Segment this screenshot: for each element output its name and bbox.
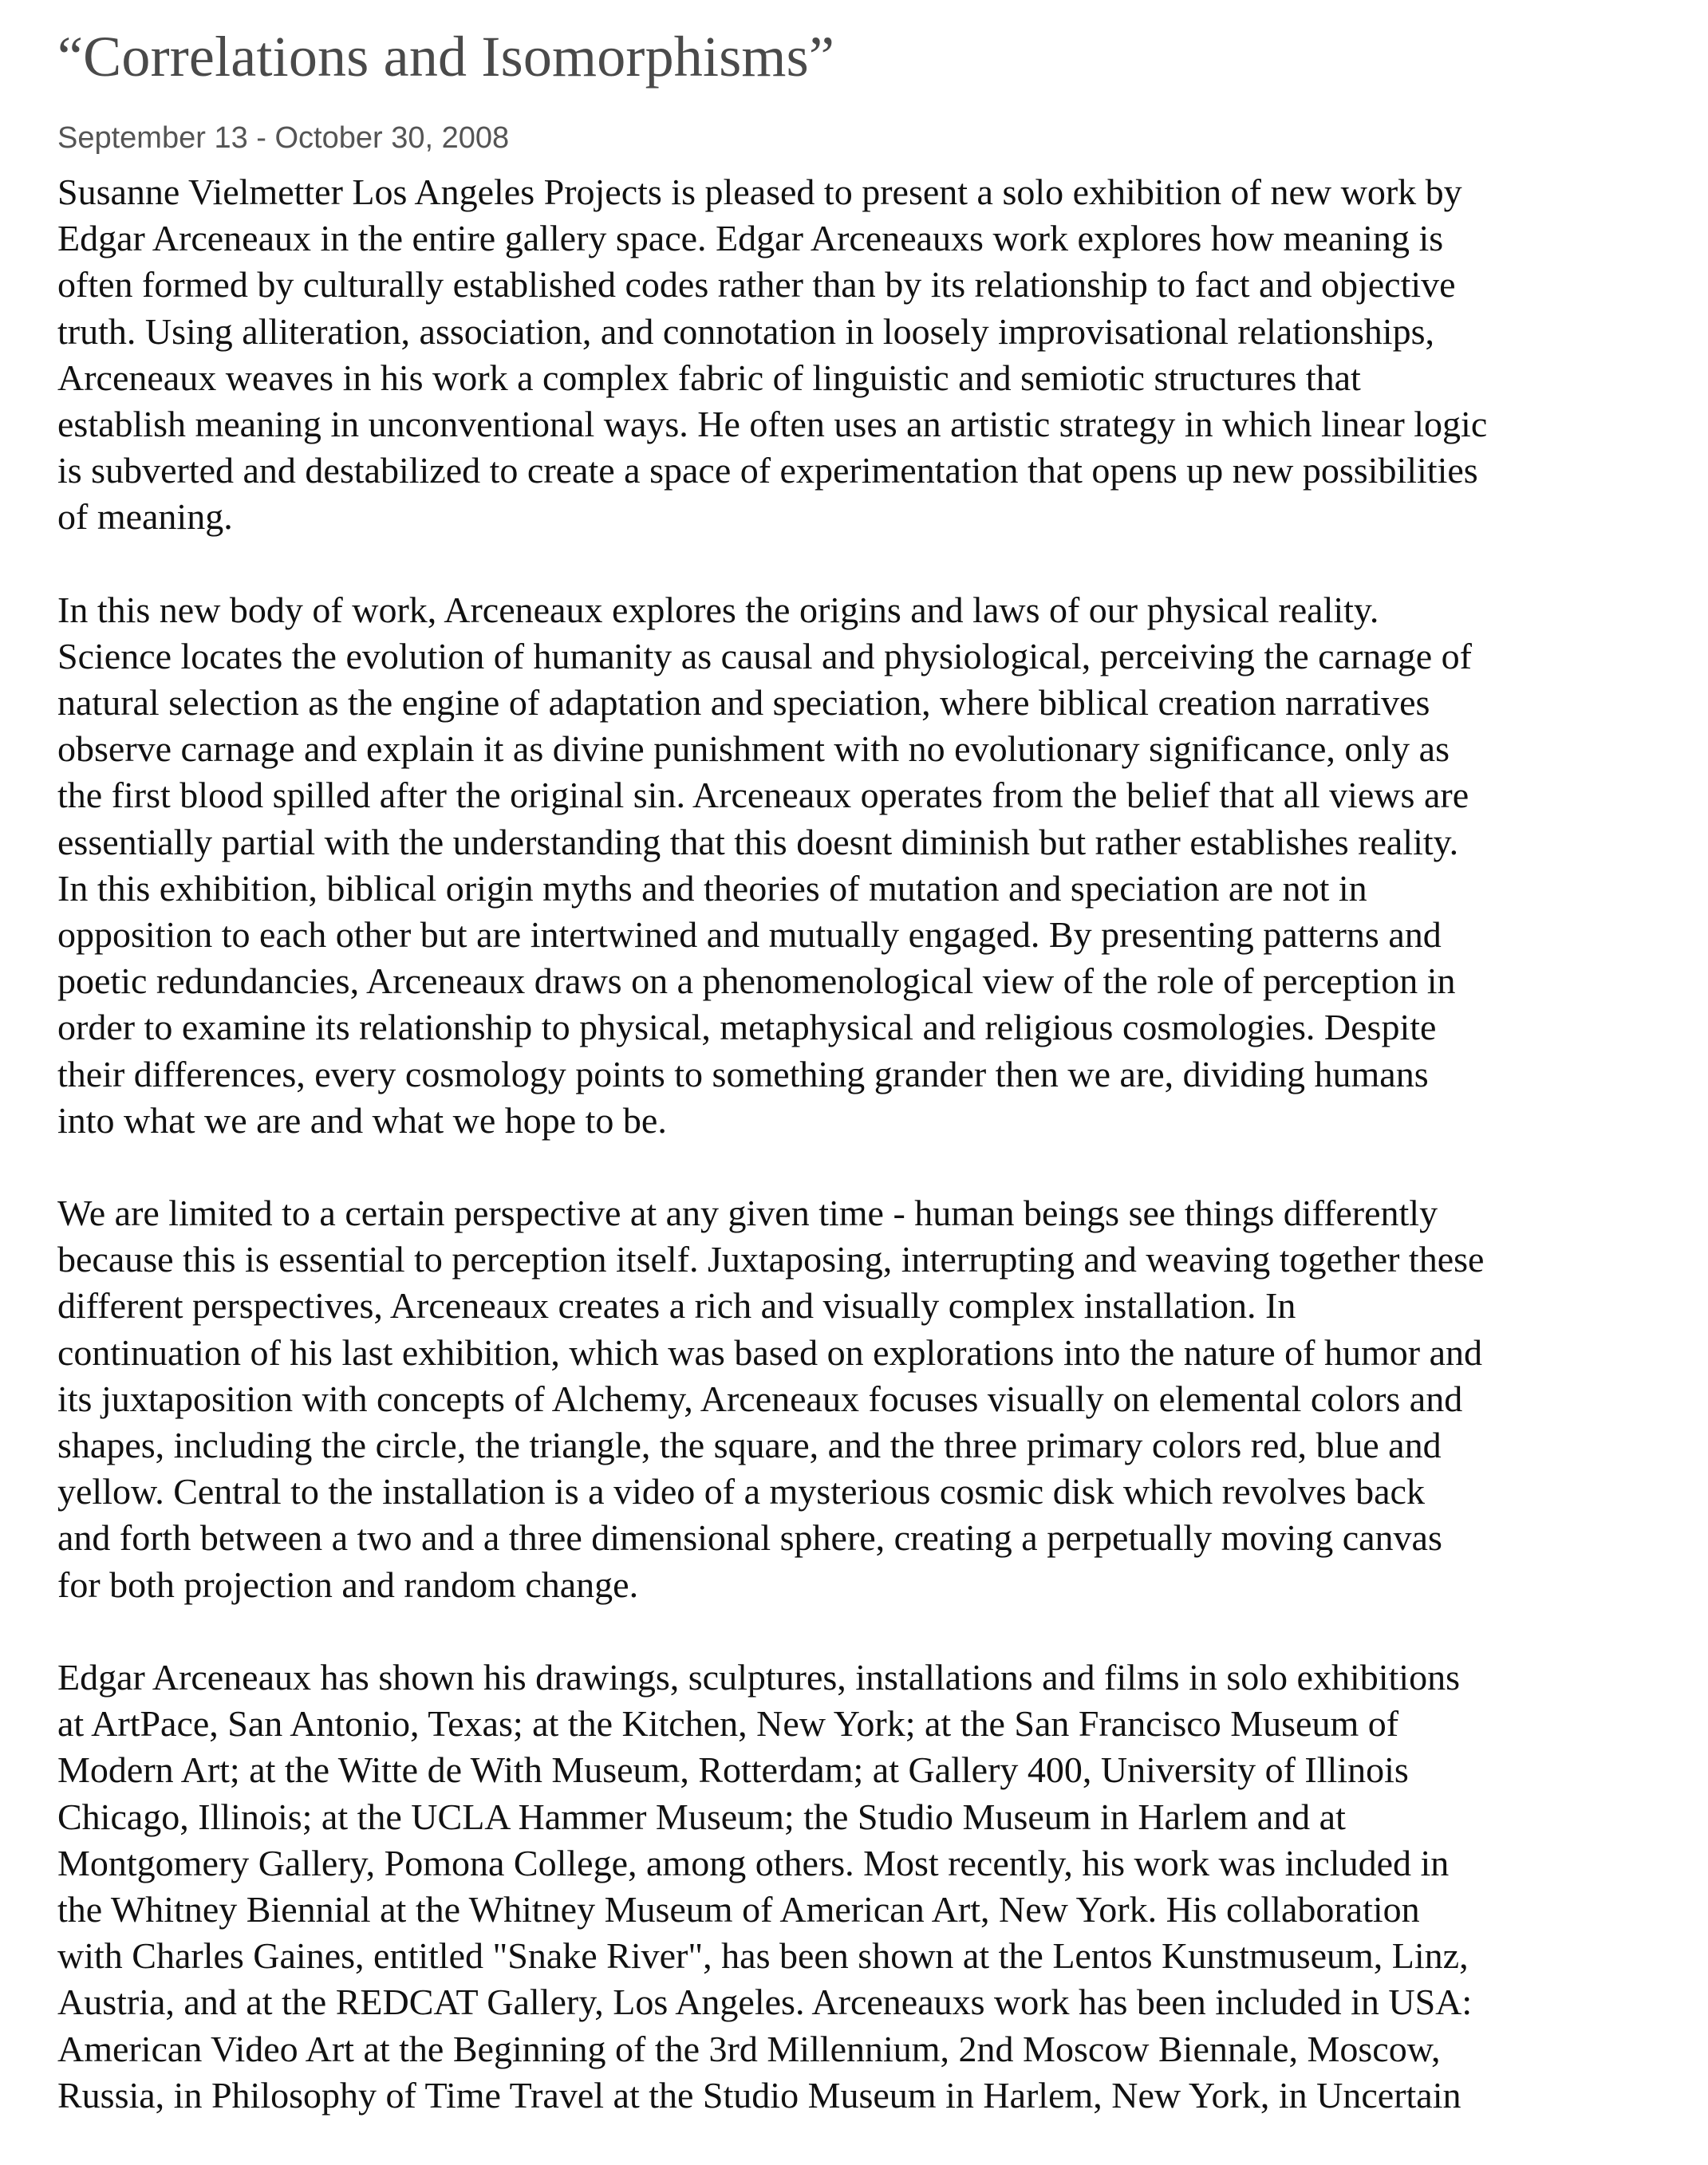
text-line: American Video Art at the Beginning of the 3rd Millennium, 2nd Moscow Biennale, Moscow, (57, 2028, 1441, 2069)
text-line: In this exhibition, biblical origin myths and theories of mutation and speciation are not in (57, 867, 1367, 909)
text-line: Susanne Vielmetter Los Angeles Projects is pleased to present a solo exhibition of new work by (57, 172, 1462, 212)
text-line: the Whitney Biennial at the Whitney Museum of American Art, New York. His collaboration (57, 1888, 1420, 1930)
text-line: establish meaning in unconventional ways. He often uses an artistic strategy in which linear logic (57, 404, 1488, 445)
text-line: observe carnage and explain it as divine punishment with no evolutionary significance, only as (57, 728, 1450, 770)
text-line: We are limited to a certain perspective at any given time - human beings see things differently (57, 1193, 1438, 1234)
text-line: Montgomery Gallery, Pomona College, among others. Most recently, his work was included in (57, 1842, 1450, 1883)
body-text (57, 169, 1661, 2119)
text-line: Austria, and at the REDCAT Gallery, Los Angeles. Arceneauxs work has been included in USA: (57, 1982, 1473, 2023)
text-line: truth. Using alliteration, association, and connotation in loosely improvisational relationships, (57, 310, 1434, 352)
text-line: yellow. Central to the installation is a video of a mysterious cosmic disk which revolves back (57, 1471, 1425, 1512)
press-release (57, 0, 1661, 2165)
paragraph-perspective (57, 1190, 1661, 1608)
paragraph-origins (57, 587, 1661, 1144)
text-line: at ArtPace, San Antonio, Texas; at the Kitchen, New York; at the San Francisco Museum of (57, 1703, 1399, 1745)
exhibition-dates: September 13 - October 30, 2008 (57, 121, 510, 155)
text-line: order to examine its relationship to physical, metaphysical and religious cosmologies. Despite (57, 1007, 1437, 1048)
text-line: into what we are and what we hope to be. (57, 1099, 667, 1141)
text-line: their differences, every cosmology points to something grander then we are, dividing humans (57, 1053, 1429, 1094)
text-line: its juxtaposition with concepts of Alchemy, Arceneaux focuses visually on elemental colors and (57, 1378, 1463, 1419)
text-line: opposition to each other but are intertwined and mutually engaged. By presenting patterns and (57, 914, 1442, 956)
text-line: and forth between a two and a three dimensional sphere, creating a perpetually moving canvas (57, 1517, 1442, 1559)
text-line: In this new body of work, Arceneaux explores the origins and laws of our physical reality. (57, 589, 1379, 630)
page-title: “Correlations and Isomorphisms” (57, 25, 835, 89)
text-line: Russia, in Philosophy of Time Travel at the Studio Museum in Harlem, New York, in Uncertain (57, 2074, 1461, 2116)
paragraph-intro (57, 169, 1661, 541)
text-line: different perspectives, Arceneaux creates a rich and visually complex installation. In (57, 1285, 1296, 1327)
text-line: for both projection and random change. (57, 1564, 639, 1605)
paragraph-biography (57, 1654, 1661, 2119)
text-line: the first blood spilled after the original sin. Arceneaux operates from the belief that all views are (57, 775, 1469, 816)
text-line: Edgar Arceneaux in the entire gallery space. Edgar Arceneauxs work explores how meaning is (57, 218, 1444, 259)
text-line: often formed by culturally established codes rather than by its relationship to fact and objective (57, 264, 1456, 306)
text-line: Chicago, Illinois; at the UCLA Hammer Museum; the Studio Museum in Harlem and at (57, 1796, 1346, 1837)
text-line: Arceneaux weaves in his work a complex fabric of linguistic and semiotic structures that (57, 357, 1361, 398)
text-line: natural selection as the engine of adaptation and speciation, where biblical creation narratives (57, 682, 1430, 724)
text-line: is subverted and destabilized to create a space of experimentation that opens up new possibilities (57, 450, 1478, 491)
text-line: of meaning. (57, 496, 233, 538)
text-line: shapes, including the circle, the triangle, the square, and the three primary colors red, blue and (57, 1425, 1442, 1466)
text-line: with Charles Gaines, entitled "Snake River", has been shown at the Lentos Kunstmuseum, Linz, (57, 1935, 1469, 1977)
text-line: Science locates the evolution of humanity as causal and physiological, perceiving the carnage of (57, 635, 1472, 676)
text-line: Modern Art; at the Witte de With Museum, Rotterdam; at Gallery 400, University of Illinois (57, 1749, 1409, 1791)
text-line: continuation of his last exhibition, which was based on explorations into the nature of humor and (57, 1331, 1482, 1373)
text-line: poetic redundancies, Arceneaux draws on a phenomenological view of the role of perception in (57, 960, 1456, 1002)
text-line: essentially partial with the understanding that this doesnt diminish but rather establishes reality. (57, 821, 1459, 862)
text-line: because this is essential to perception itself. Juxtaposing, interrupting and weaving together these (57, 1239, 1485, 1280)
text-line: Edgar Arceneaux has shown his drawings, sculptures, installations and films in solo exhibitions (57, 1656, 1460, 1698)
